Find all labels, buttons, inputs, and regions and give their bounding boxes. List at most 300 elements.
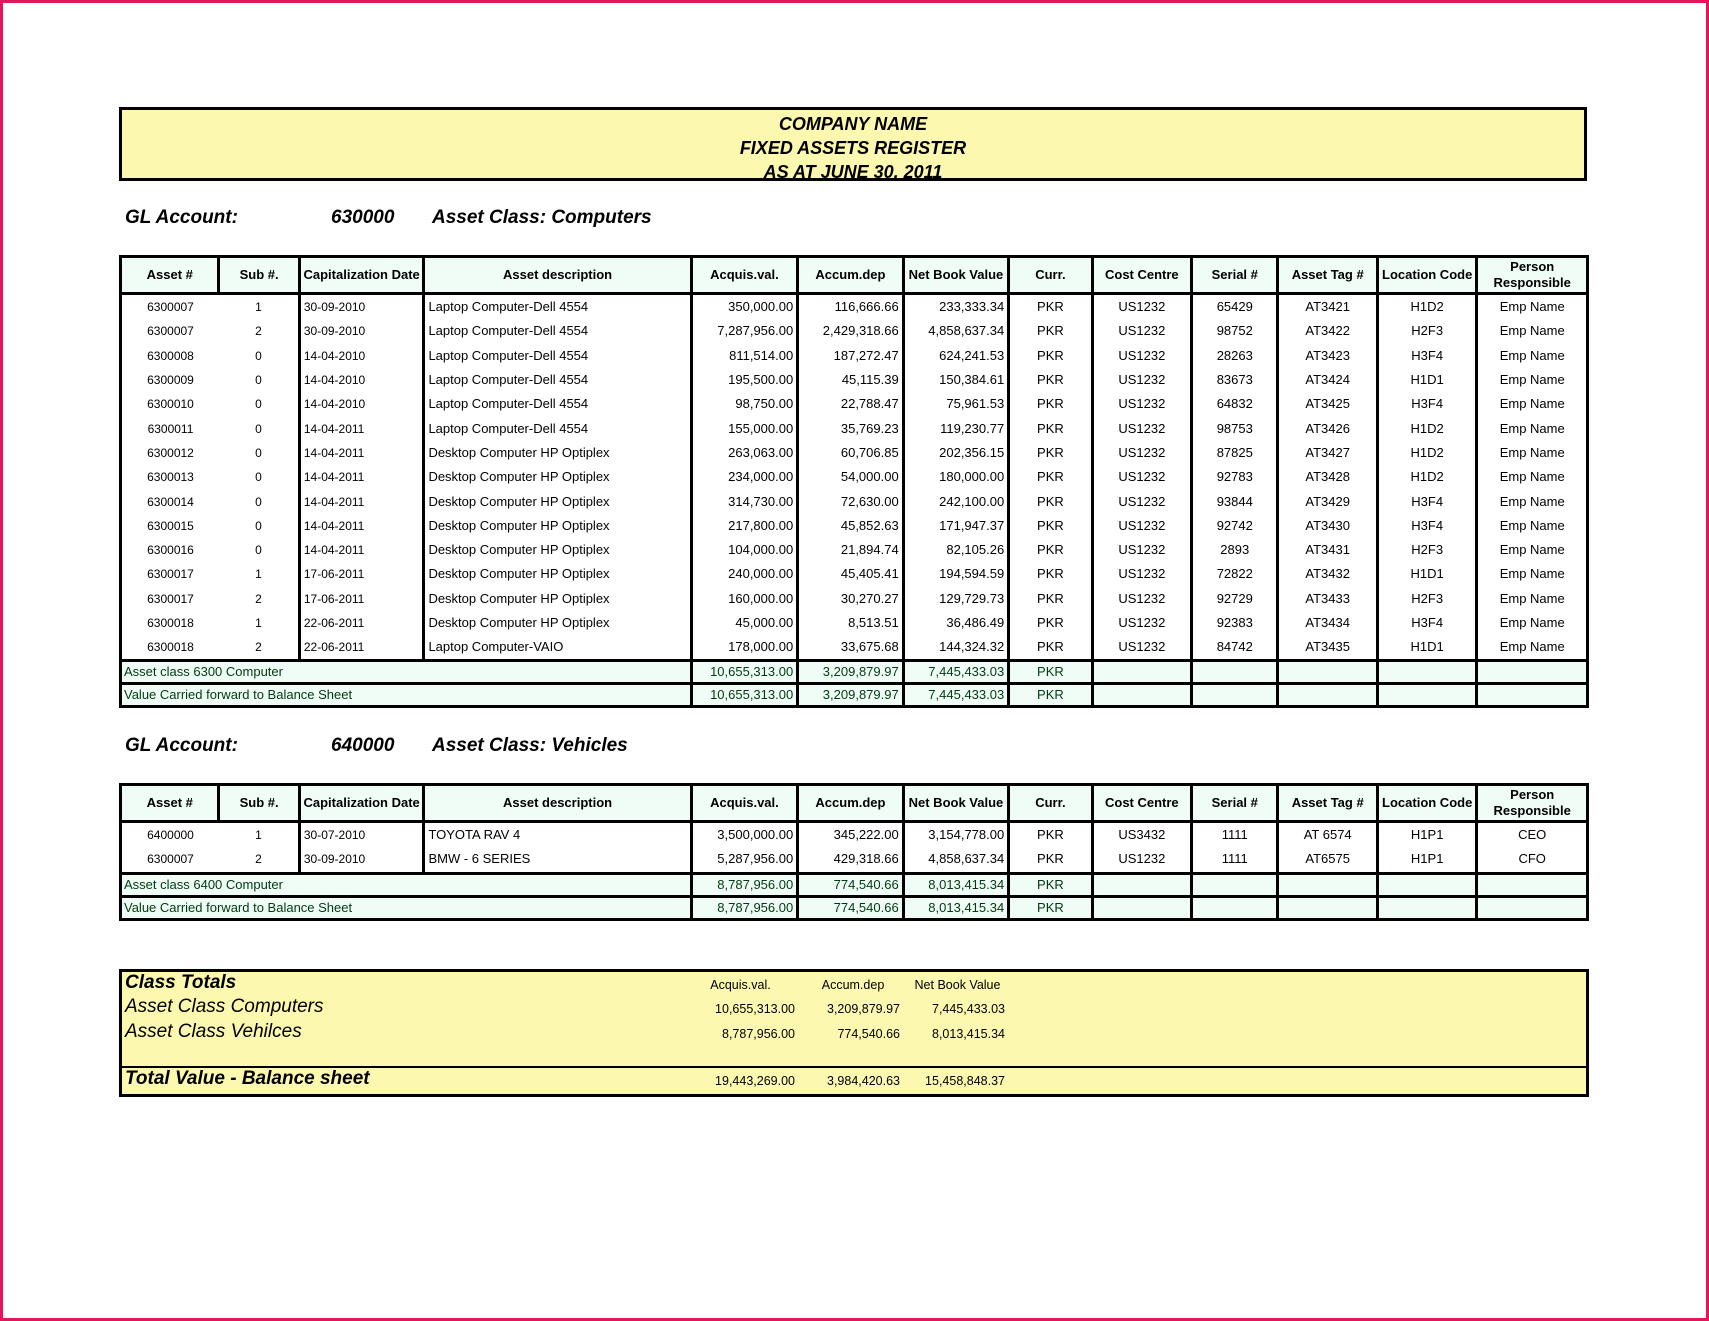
net-book-value: 75,961.53 xyxy=(903,392,1009,416)
accumulated-depreciation: 22,788.47 xyxy=(798,392,904,416)
carried-forward-label: Value Carried forward to Balance Sheet xyxy=(121,684,692,707)
col-header-location-code: Location Code xyxy=(1377,257,1476,294)
asset-number: 6300007 xyxy=(121,294,219,320)
net-book-value: 144,324.32 xyxy=(903,635,1009,661)
accumulated-depreciation: 8,513.51 xyxy=(798,611,904,635)
sub-number: 1 xyxy=(219,562,299,586)
asset-row xyxy=(121,489,1588,513)
acquisition-value-total: 10,655,313.00 xyxy=(691,661,798,684)
acquisition-value: 160,000.00 xyxy=(691,587,798,611)
gl-number-vehicles: 640000 xyxy=(331,735,395,756)
asset-description: Laptop Computer-VAIO xyxy=(424,635,691,661)
acquisition-value-total: 10,655,313.00 xyxy=(691,684,798,707)
location-code: H1P1 xyxy=(1377,822,1476,848)
currency: PKR xyxy=(1009,538,1092,562)
net-book-value: 624,241.53 xyxy=(903,344,1009,368)
serial-number: 28263 xyxy=(1192,344,1278,368)
location-code: H1D1 xyxy=(1377,368,1476,392)
asset-description: Laptop Computer-Dell 4554 xyxy=(424,416,691,440)
asset-description: Desktop Computer HP Optiplex xyxy=(424,441,691,465)
sub-number: 0 xyxy=(219,441,299,465)
serial-number: 98753 xyxy=(1192,416,1278,440)
currency: PKR xyxy=(1009,416,1092,440)
asset-description: Desktop Computer HP Optiplex xyxy=(424,562,691,586)
net-book-value: 180,000.00 xyxy=(903,465,1009,489)
acquisition-value: 5,287,956.00 xyxy=(691,847,798,873)
col-header-sub-number: Sub #. xyxy=(219,257,299,294)
col-header-cost-centre: Cost Centre xyxy=(1092,785,1191,822)
currency: PKR xyxy=(1009,847,1092,873)
accumulated-depreciation: 45,115.39 xyxy=(798,368,904,392)
acquisition-value: 3,500,000.00 xyxy=(691,822,798,848)
class-totals-title: Class Totals xyxy=(125,972,237,993)
acquisition-value: 104,000.00 xyxy=(691,538,798,562)
totals-row-label: Asset Class Vehilces xyxy=(125,1021,302,1042)
col-header-currency: Curr. xyxy=(1009,257,1092,294)
grand-total-accum: 3,984,420.63 xyxy=(827,1074,900,1088)
currency: PKR xyxy=(1009,368,1092,392)
serial-number: 87825 xyxy=(1192,441,1278,465)
asset-tag: AT3426 xyxy=(1278,416,1377,440)
asset-number: 6300017 xyxy=(121,587,219,611)
report-date: AS AT JUNE 30, 2011 xyxy=(763,162,943,182)
cost-centre: US1232 xyxy=(1092,441,1191,465)
col-header-asset-number: Asset # xyxy=(121,257,219,294)
person-responsible: Emp Name xyxy=(1477,294,1588,320)
empty-cell xyxy=(1092,896,1191,919)
col-header-person-responsible: Person Responsible xyxy=(1477,785,1588,822)
asset-tag: AT3432 xyxy=(1278,562,1377,586)
asset-row xyxy=(121,514,1588,538)
empty-cell xyxy=(1377,896,1476,919)
col-header-person-responsible: Person Responsible xyxy=(1477,257,1588,294)
location-code: H1D2 xyxy=(1377,465,1476,489)
person-responsible: Emp Name xyxy=(1477,368,1588,392)
person-responsible: CEO xyxy=(1477,822,1588,848)
accumulated-depreciation-total: 3,209,879.97 xyxy=(798,684,904,707)
acquisition-value: 240,000.00 xyxy=(691,562,798,586)
accumulated-depreciation: 35,769.23 xyxy=(798,416,904,440)
acquisition-value: 45,000.00 xyxy=(691,611,798,635)
asset-row xyxy=(121,416,1588,440)
accumulated-depreciation: 116,666.66 xyxy=(798,294,904,320)
serial-number: 83673 xyxy=(1192,368,1278,392)
person-responsible: Emp Name xyxy=(1477,538,1588,562)
grand-total-acquis: 19,443,269.00 xyxy=(715,1074,795,1088)
col-header-sub-number: Sub #. xyxy=(219,785,299,822)
capitalization-date: 17-06-2011 xyxy=(299,562,424,586)
acquisition-value: 7,287,956.00 xyxy=(691,319,798,343)
asset-tag: AT3434 xyxy=(1278,611,1377,635)
asset-number: 6300010 xyxy=(121,392,219,416)
serial-number: 1111 xyxy=(1192,847,1278,873)
serial-number: 92742 xyxy=(1192,514,1278,538)
asset-tag: AT3431 xyxy=(1278,538,1377,562)
serial-number: 1111 xyxy=(1192,822,1278,848)
capitalization-date: 14-04-2011 xyxy=(299,538,424,562)
serial-number: 2893 xyxy=(1192,538,1278,562)
net-book-value-total: 7,445,433.03 xyxy=(903,661,1009,684)
sub-number: 0 xyxy=(219,344,299,368)
carried-forward-row xyxy=(121,896,1588,919)
currency: PKR xyxy=(1009,319,1092,343)
report-title: FIXED ASSETS REGISTER xyxy=(739,138,967,158)
acquisition-value: 263,063.00 xyxy=(691,441,798,465)
currency: PKR xyxy=(1009,684,1092,707)
currency: PKR xyxy=(1009,392,1092,416)
asset-description: Laptop Computer-Dell 4554 xyxy=(424,368,691,392)
sub-number: 0 xyxy=(219,465,299,489)
location-code: H1P1 xyxy=(1377,847,1476,873)
currency: PKR xyxy=(1009,822,1092,848)
asset-description: Laptop Computer-Dell 4554 xyxy=(424,344,691,368)
sub-number: 0 xyxy=(219,392,299,416)
accumulated-depreciation: 72,630.00 xyxy=(798,489,904,513)
accumulated-depreciation: 187,272.47 xyxy=(798,344,904,368)
asset-description: Laptop Computer-Dell 4554 xyxy=(424,319,691,343)
location-code: H1D1 xyxy=(1377,562,1476,586)
net-book-value: 233,333.34 xyxy=(903,294,1009,320)
accumulated-depreciation: 45,405.41 xyxy=(798,562,904,586)
acquisition-value: 178,000.00 xyxy=(691,635,798,661)
net-book-value: 82,105.26 xyxy=(903,538,1009,562)
net-book-value: 36,486.49 xyxy=(903,611,1009,635)
serial-number: 92729 xyxy=(1192,587,1278,611)
asset-row xyxy=(121,635,1588,661)
sub-number: 2 xyxy=(219,635,299,661)
net-book-value: 129,729.73 xyxy=(903,587,1009,611)
col-header-accumulated-depreciation: Accum.dep xyxy=(798,257,904,294)
asset-number: 6400000 xyxy=(121,822,219,848)
grand-total-nbv: 15,458,848.37 xyxy=(925,1074,1005,1088)
totals-row-accum: 3,209,879.97 xyxy=(827,1002,900,1016)
asset-row xyxy=(121,822,1588,848)
empty-cell xyxy=(1092,684,1191,707)
empty-cell xyxy=(1278,896,1377,919)
capitalization-date: 14-04-2011 xyxy=(299,465,424,489)
net-book-value: 202,356.15 xyxy=(903,441,1009,465)
accumulated-depreciation: 429,318.66 xyxy=(798,847,904,873)
asset-row xyxy=(121,847,1588,873)
col-header-currency: Curr. xyxy=(1009,785,1092,822)
asset-tag: AT3433 xyxy=(1278,587,1377,611)
totals-col-accum: Accum.dep xyxy=(821,978,885,992)
empty-cell xyxy=(1192,873,1278,896)
location-code: H2F3 xyxy=(1377,587,1476,611)
accumulated-depreciation: 45,852.63 xyxy=(798,514,904,538)
accumulated-depreciation: 30,270.27 xyxy=(798,587,904,611)
col-header-capitalization-date: Capitalization Date xyxy=(299,785,424,822)
cost-centre: US1232 xyxy=(1092,587,1191,611)
asset-number: 6300007 xyxy=(121,847,219,873)
location-code: H2F3 xyxy=(1377,538,1476,562)
asset-description: Desktop Computer HP Optiplex xyxy=(424,514,691,538)
currency: PKR xyxy=(1009,489,1092,513)
subtotal-label: Asset class 6400 Computer xyxy=(121,873,692,896)
asset-tag: AT3424 xyxy=(1278,368,1377,392)
computers-register-table xyxy=(119,255,1589,708)
col-header-asset-description: Asset description xyxy=(424,785,691,822)
cost-centre: US1232 xyxy=(1092,319,1191,343)
empty-cell xyxy=(1192,896,1278,919)
cost-centre: US3432 xyxy=(1092,822,1191,848)
asset-tag: AT 6574 xyxy=(1278,822,1377,848)
empty-cell xyxy=(1092,661,1191,684)
asset-description: BMW - 6 SERIES xyxy=(424,847,691,873)
header-row xyxy=(121,257,1588,294)
capitalization-date: 14-04-2011 xyxy=(299,514,424,538)
totals-row-acquis: 10,655,313.00 xyxy=(715,1002,795,1016)
currency: PKR xyxy=(1009,465,1092,489)
totals-row-accum: 774,540.66 xyxy=(837,1027,900,1041)
acquisition-value: 314,730.00 xyxy=(691,489,798,513)
acquisition-value: 234,000.00 xyxy=(691,465,798,489)
empty-cell xyxy=(1477,661,1588,684)
asset-row xyxy=(121,587,1588,611)
capitalization-date: 22-06-2011 xyxy=(299,635,424,661)
carried-forward-row xyxy=(121,684,1588,707)
asset-description: Laptop Computer-Dell 4554 xyxy=(424,392,691,416)
col-header-acquisition-value: Acquis.val. xyxy=(691,785,798,822)
accumulated-depreciation: 2,429,318.66 xyxy=(798,319,904,343)
sub-number: 0 xyxy=(219,489,299,513)
asset-description: Desktop Computer HP Optiplex xyxy=(424,538,691,562)
asset-description: Desktop Computer HP Optiplex xyxy=(424,465,691,489)
acquisition-value: 195,500.00 xyxy=(691,368,798,392)
col-header-asset-description: Asset description xyxy=(424,257,691,294)
cost-centre: US1232 xyxy=(1092,611,1191,635)
serial-number: 98752 xyxy=(1192,319,1278,343)
asset-number: 6300007 xyxy=(121,319,219,343)
net-book-value-total: 7,445,433.03 xyxy=(903,684,1009,707)
accumulated-depreciation: 345,222.00 xyxy=(798,822,904,848)
asset-row xyxy=(121,562,1588,586)
location-code: H1D2 xyxy=(1377,441,1476,465)
sub-number: 1 xyxy=(219,822,299,848)
accumulated-depreciation-total: 3,209,879.97 xyxy=(798,661,904,684)
sub-number: 2 xyxy=(219,847,299,873)
net-book-value: 3,154,778.00 xyxy=(903,822,1009,848)
totals-row-label: Asset Class Computers xyxy=(125,996,324,1017)
cost-centre: US1232 xyxy=(1092,562,1191,586)
sub-number: 0 xyxy=(219,538,299,562)
accumulated-depreciation-total: 774,540.66 xyxy=(798,896,904,919)
net-book-value: 150,384.61 xyxy=(903,368,1009,392)
capitalization-date: 30-09-2010 xyxy=(299,319,424,343)
serial-number: 92783 xyxy=(1192,465,1278,489)
sub-number: 0 xyxy=(219,368,299,392)
asset-class-computers: Asset Class: Computers xyxy=(432,207,652,228)
asset-class-vehicles: Asset Class: Vehicles xyxy=(432,735,628,756)
person-responsible: Emp Name xyxy=(1477,489,1588,513)
asset-row xyxy=(121,611,1588,635)
asset-tag: AT3425 xyxy=(1278,392,1377,416)
cost-centre: US1232 xyxy=(1092,635,1191,661)
totals-row-nbv: 7,445,433.03 xyxy=(932,1002,1005,1016)
accumulated-depreciation: 54,000.00 xyxy=(798,465,904,489)
accumulated-depreciation: 21,894.74 xyxy=(798,538,904,562)
col-header-asset-number: Asset # xyxy=(121,785,219,822)
capitalization-date: 14-04-2010 xyxy=(299,344,424,368)
empty-cell xyxy=(1192,661,1278,684)
capitalization-date: 30-09-2010 xyxy=(299,847,424,873)
serial-number: 93844 xyxy=(1192,489,1278,513)
col-header-asset-tag: Asset Tag # xyxy=(1278,257,1377,294)
person-responsible: Emp Name xyxy=(1477,635,1588,661)
capitalization-date: 14-04-2010 xyxy=(299,392,424,416)
asset-number: 6300012 xyxy=(121,441,219,465)
currency: PKR xyxy=(1009,661,1092,684)
net-book-value: 171,947.37 xyxy=(903,514,1009,538)
asset-tag: AT3429 xyxy=(1278,489,1377,513)
asset-tag: AT3421 xyxy=(1278,294,1377,320)
net-book-value-total: 8,013,415.34 xyxy=(903,896,1009,919)
currency: PKR xyxy=(1009,294,1092,320)
accumulated-depreciation: 60,706.85 xyxy=(798,441,904,465)
location-code: H3F4 xyxy=(1377,611,1476,635)
cost-centre: US1232 xyxy=(1092,489,1191,513)
col-header-capitalization-date: Capitalization Date xyxy=(299,257,424,294)
asset-number: 6300016 xyxy=(121,538,219,562)
asset-description: Desktop Computer HP Optiplex xyxy=(424,587,691,611)
sub-number: 1 xyxy=(219,611,299,635)
acquisition-value: 217,800.00 xyxy=(691,514,798,538)
empty-cell xyxy=(1092,873,1191,896)
currency: PKR xyxy=(1009,587,1092,611)
col-header-serial-number: Serial # xyxy=(1192,257,1278,294)
acquisition-value: 155,000.00 xyxy=(691,416,798,440)
currency: PKR xyxy=(1009,562,1092,586)
sub-number: 2 xyxy=(219,587,299,611)
person-responsible: Emp Name xyxy=(1477,611,1588,635)
asset-number: 6300018 xyxy=(121,611,219,635)
asset-description: Laptop Computer-Dell 4554 xyxy=(424,294,691,320)
empty-cell xyxy=(1278,684,1377,707)
cost-centre: US1232 xyxy=(1092,538,1191,562)
serial-number: 72822 xyxy=(1192,562,1278,586)
asset-row xyxy=(121,319,1588,343)
capitalization-date: 14-04-2010 xyxy=(299,368,424,392)
cost-centre: US1232 xyxy=(1092,847,1191,873)
vehicles-register-table xyxy=(119,783,1589,921)
currency: PKR xyxy=(1009,441,1092,465)
currency: PKR xyxy=(1009,896,1092,919)
asset-tag: AT3430 xyxy=(1278,514,1377,538)
subtotal-label: Asset class 6300 Computer xyxy=(121,661,692,684)
acquisition-value: 811,514.00 xyxy=(691,344,798,368)
serial-number: 65429 xyxy=(1192,294,1278,320)
cost-centre: US1232 xyxy=(1092,368,1191,392)
capitalization-date: 14-04-2011 xyxy=(299,441,424,465)
totals-row-acquis: 8,787,956.00 xyxy=(722,1027,795,1041)
col-header-asset-tag: Asset Tag # xyxy=(1278,785,1377,822)
asset-tag: AT6575 xyxy=(1278,847,1377,873)
cost-centre: US1232 xyxy=(1092,294,1191,320)
sub-number: 0 xyxy=(219,416,299,440)
acquisition-value: 350,000.00 xyxy=(691,294,798,320)
asset-row xyxy=(121,538,1588,562)
empty-cell xyxy=(1377,661,1476,684)
asset-number: 6300017 xyxy=(121,562,219,586)
capitalization-date: 22-06-2011 xyxy=(299,611,424,635)
col-header-accumulated-depreciation: Accum.dep xyxy=(798,785,904,822)
cost-centre: US1232 xyxy=(1092,416,1191,440)
serial-number: 92383 xyxy=(1192,611,1278,635)
empty-cell xyxy=(1377,684,1476,707)
asset-number: 6300018 xyxy=(121,635,219,661)
net-book-value-total: 8,013,415.34 xyxy=(903,873,1009,896)
person-responsible: Emp Name xyxy=(1477,587,1588,611)
person-responsible: Emp Name xyxy=(1477,465,1588,489)
carried-forward-label: Value Carried forward to Balance Sheet xyxy=(121,896,692,919)
asset-number: 6300013 xyxy=(121,465,219,489)
location-code: H1D2 xyxy=(1377,416,1476,440)
col-header-serial-number: Serial # xyxy=(1192,785,1278,822)
location-code: H2F3 xyxy=(1377,319,1476,343)
currency: PKR xyxy=(1009,635,1092,661)
person-responsible: Emp Name xyxy=(1477,344,1588,368)
col-header-acquisition-value: Acquis.val. xyxy=(691,257,798,294)
person-responsible: CFO xyxy=(1477,847,1588,873)
sub-number: 2 xyxy=(219,319,299,343)
asset-row xyxy=(121,368,1588,392)
asset-number: 6300014 xyxy=(121,489,219,513)
asset-number: 6300008 xyxy=(121,344,219,368)
currency: PKR xyxy=(1009,873,1092,896)
location-code: H1D2 xyxy=(1377,294,1476,320)
asset-description: Desktop Computer HP Optiplex xyxy=(424,489,691,513)
totals-row-nbv: 8,013,415.34 xyxy=(932,1027,1005,1041)
currency: PKR xyxy=(1009,514,1092,538)
asset-tag: AT3428 xyxy=(1278,465,1377,489)
col-header-location-code: Location Code xyxy=(1377,785,1476,822)
col-header-net-book-value: Net Book Value xyxy=(903,257,1009,294)
accumulated-depreciation: 33,675.68 xyxy=(798,635,904,661)
cost-centre: US1232 xyxy=(1092,344,1191,368)
serial-number: 84742 xyxy=(1192,635,1278,661)
title-banner xyxy=(119,107,1587,181)
capitalization-date: 14-04-2011 xyxy=(299,416,424,440)
gl-label-vehicles: GL Account: xyxy=(125,735,238,756)
capitalization-date: 30-07-2010 xyxy=(299,822,424,848)
gl-number-computers: 630000 xyxy=(331,207,395,228)
location-code: H3F4 xyxy=(1377,344,1476,368)
person-responsible: Emp Name xyxy=(1477,392,1588,416)
capitalization-date: 17-06-2011 xyxy=(299,587,424,611)
grand-total-label: Total Value - Balance sheet xyxy=(125,1068,370,1089)
empty-cell xyxy=(1477,873,1588,896)
asset-class-subtotal-row xyxy=(121,873,1588,896)
asset-row xyxy=(121,344,1588,368)
sub-number: 1 xyxy=(219,294,299,320)
cost-centre: US1232 xyxy=(1092,465,1191,489)
asset-row xyxy=(121,441,1588,465)
empty-cell xyxy=(1477,896,1588,919)
location-code: H3F4 xyxy=(1377,514,1476,538)
acquisition-value: 98,750.00 xyxy=(691,392,798,416)
asset-number: 6300009 xyxy=(121,368,219,392)
asset-class-subtotal-row xyxy=(121,661,1588,684)
gl-label-computers: GL Account: xyxy=(125,207,238,228)
header-row xyxy=(121,785,1588,822)
cost-centre: US1232 xyxy=(1092,392,1191,416)
net-book-value: 119,230.77 xyxy=(903,416,1009,440)
location-code: H3F4 xyxy=(1377,489,1476,513)
capitalization-date: 14-04-2011 xyxy=(299,489,424,513)
capitalization-date: 30-09-2010 xyxy=(299,294,424,320)
sub-number: 0 xyxy=(219,514,299,538)
empty-cell xyxy=(1477,684,1588,707)
